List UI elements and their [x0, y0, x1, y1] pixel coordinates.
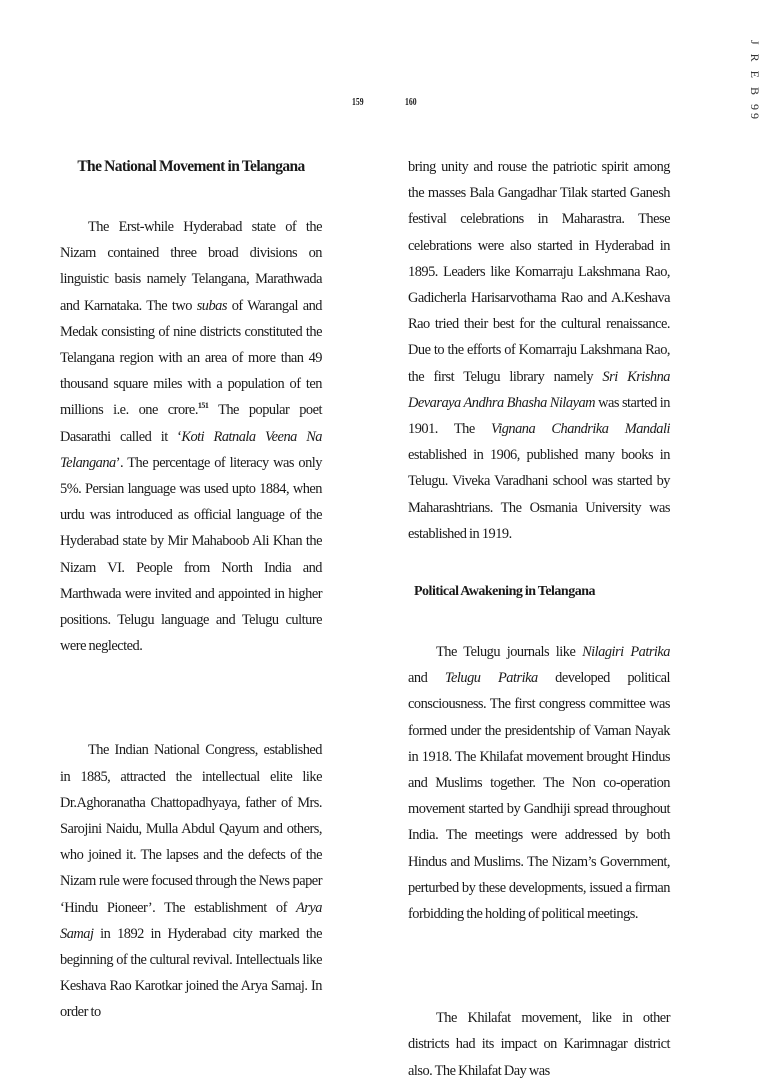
text-run: The Indian National Congress, established in 1885, attracted the intellectual elite like Dr.Aghoranatha Chattopadhyaya, father of Mrs. Sarojini Naidu, Mulla Abdul Qayum and others, who joined it. The lapses and the defects of the Nizam rule were focused through the News paper ‘Hindu Pioneer’. The establishment of: [60, 742, 322, 916]
text-run: developed political consciousness. The first congress committee was formed under the presidentship of Vaman Nayak in 1918. The Khilafat movement brought Hindus and Muslims together. The Non co-operation movement started by Gandhiji spread throughout India. The meetings were addressed by both Hindus and Muslims. The Nizam’s Government, perturbed by these developments, issued a firman forbidding the holding of political meetings.: [408, 670, 670, 923]
right-column: [408, 154, 670, 1084]
page-number-right: 160: [405, 96, 417, 108]
paragraph-indian-national-congress: [60, 737, 322, 1025]
left-column: [60, 152, 322, 1026]
italic-term: Arya Samaj: [60, 899, 322, 942]
paragraph-cultural-renaissance: [408, 154, 670, 547]
text-run: established in 1906, published many books in Telugu. Viveka Varadhani school was started by Maharashtrians. The Osmania University was established in 1919.: [408, 447, 670, 542]
italic-quote: Koti Ratnala Veena Na Telangana: [60, 428, 322, 471]
page-number-left: 159: [352, 96, 364, 108]
italic-term: Nilagiri Patrika: [582, 644, 670, 661]
italic-term: Vignana Chandrika Mandali: [490, 421, 670, 438]
section-title: The National Movement in Telangana: [77, 158, 305, 175]
paragraph-khilafat-karimnagar: The Khilafat movement, like in other districts had its impact on Karimnagar district also. The Khilafat Day was: [408, 1010, 670, 1079]
subsection-title: Political Awakening in Telangana: [414, 584, 596, 600]
italic-term: subas: [196, 297, 227, 314]
text-run: and: [408, 670, 445, 687]
text-run: The Telugu journals like: [436, 644, 583, 661]
paragraph-political-awakening: [408, 639, 670, 927]
text-run: was started in 1901. The: [408, 394, 670, 438]
journal-side-label: J R E B 99: [748, 40, 762, 123]
text-run: The popular poet Dasarathi called it ‘: [60, 402, 322, 445]
text-run: of Warangal and Medak consisting of nine districts constituted the Telangana region with an area of more than 49 thousand square miles with a population of ten millions i.e. one crore.: [60, 297, 322, 419]
italic-term: Sri Krishna Devaraya Andhra Bhasha Nilayam: [408, 368, 670, 411]
italic-term: Telugu Patrika: [444, 670, 538, 687]
text-run: The Erst-while Hyderabad state of the Nizam contained three broad divisions on linguistic basis namely Telangana, Marathwada and Karnataka. The two: [60, 219, 322, 314]
footnote-ref: 151: [197, 401, 209, 411]
text-run: ’. The percentage of literacy was only 5%. Persian language was used upto 1884, when urdu was introduced as official language of the Hyderabad state by Mir Mahaboob Ali Khan the Nizam VI. People from North India and Marthwada were invited and appointed in higher positions. Telugu language and Telugu culture were neglected.: [60, 454, 322, 655]
text-run: in 1892 in Hyderabad city marked the beginning of the cultural revival. Intellectuals like Keshava Rao Karotkar joined the Arya Samaj. In order to: [60, 925, 322, 1021]
text-run: bring unity and rouse the patriotic spirit among the masses Bala Gangadhar Tilak started Ganesh festival celebrations in Maharastra. These celebrations were also started in Hyderabad in 1895. Leaders like Komarraju Lakshmana Rao, Gadicherla Harisarvothama Rao and A.Keshava Rao tried their best for the cultural renaissance. Due to the efforts of Komarraju Lakshmana Rao, the first Telugu library namely: [408, 159, 670, 385]
paragraph-hyderabad-state: [60, 214, 322, 659]
